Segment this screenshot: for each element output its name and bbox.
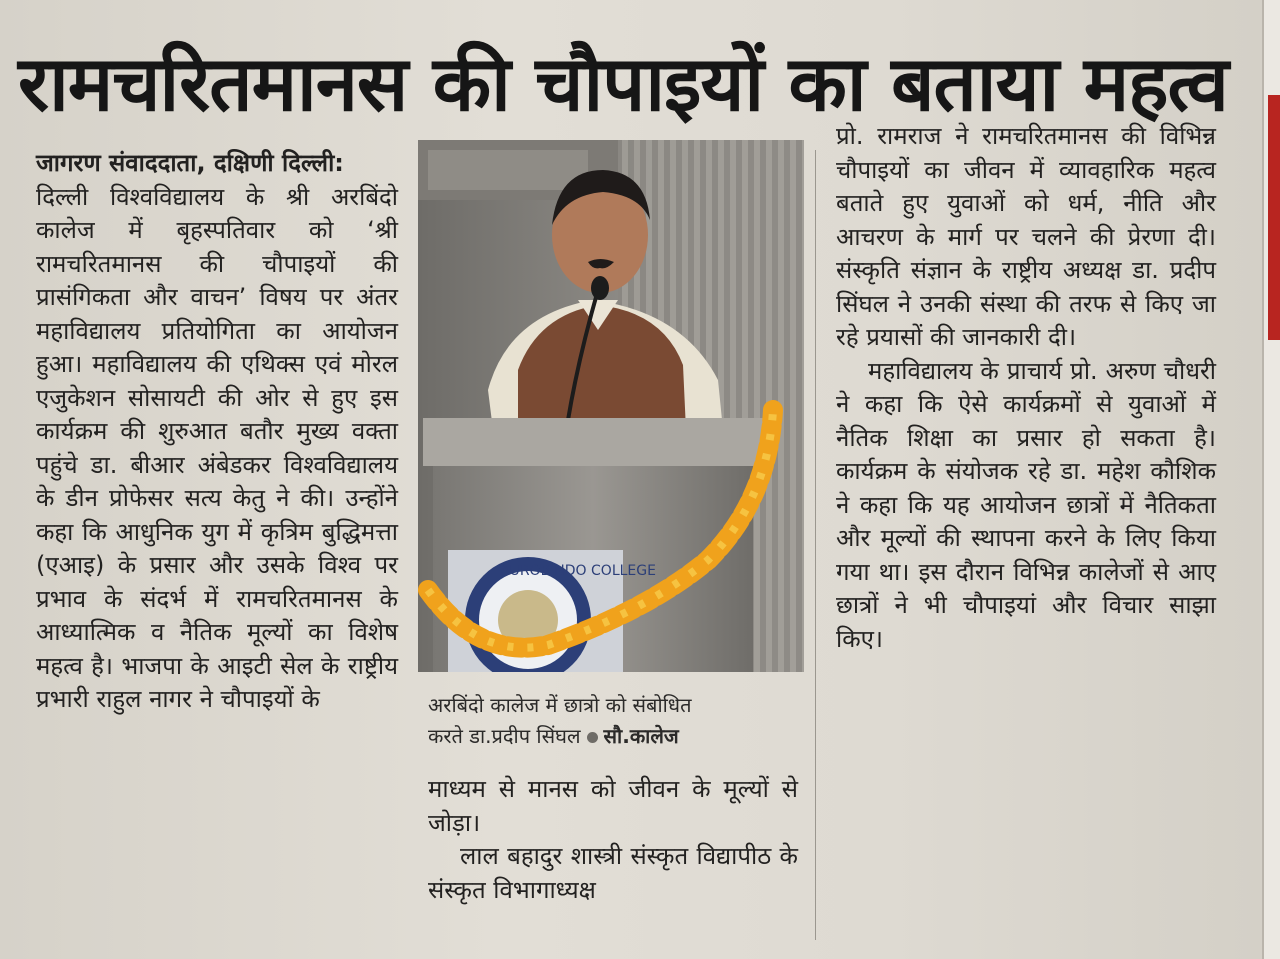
caption-line-1: अरबिंदो कालेज में छात्रो को संबोधित (428, 693, 692, 717)
photo-caption (428, 690, 798, 752)
photo-credit: सौ.कालेज (603, 724, 679, 748)
right-column-paragraph-2: महाविद्यालय के प्राचार्य प्रो. अरुण चौधरी ने कहा कि ऐसे कार्यक्रमों से युवाओं में नैतिक शिक्षा का प्रसार हो सकता है। कार्यक्रम के संयोजक रहे डा. महेश कौशिक ने कहा कि यह आयोजन छात्रों में नैतिकता और मूल्यों की स्थापना करने के लिए किया गया था। इस दौरान विभिन्न कालेजों से आए छात्रों ने भी चौपाइयां और विचार साझा किए। (836, 356, 1216, 653)
middle-column-paragraph-1: माध्यम से मानस को जीवन के मूल्यों से जोड़ा। (428, 775, 798, 837)
column-rule (815, 150, 816, 940)
article-column-left (36, 147, 398, 717)
right-column-paragraph-1: प्रो. रामराज ने रामचरितमानस की विभिन्न चौपाइयों का जीवन में व्यावहारिक महत्व बताते हुए युवाओं को धर्म, नीति और आचरण के मार्ग पर चलने की प्रेरणा दी। संस्कृति संज्ञान के राष्ट्रीय अध्यक्ष डा. प्रदीप सिंघल ने उनकी संस्था की तरफ से किए जा रहे प्रयासों की जानकारी दी। (836, 122, 1216, 351)
left-column-paragraph: दिल्ली विश्वविद्यालय के श्री अरबिंदो कालेज में बृहस्पतिवार को ‘श्री रामचरितमानस की चौपाइयों की प्रासंगिकता और वाचन’ विषय पर अंतर महाविद्यालय प्रतियोगिता का आयोजन हुआ। महाविद्यालय की एथिक्स एवं मोरल एजुकेशन सोसायटी की ओर से हुए इस कार्यक्रम की शुरुआत बतौर मुख्य वक्ता पहुंचे डा. बीआर अंबेडकर विश्वविद्यालय के डीन प्रोफेसर सत्य केतु ने की। उन्होंने कहा कि आधुनिक युग में कृत्रिम बुद्धिमत्ता (एआइ) के प्रसार और उसके विश्व पर प्रभाव के संदर्भ में रामचरितमानस के आध्यात्मिक व नैतिक मूल्यों का विशेष महत्व है। भाजपा के आइटी सेल के राष्ट्रीय प्रभारी राहुल नागर ने चौपाइयों के (36, 182, 398, 713)
article-column-right (836, 120, 1216, 656)
byline: जागरण संवाददाता, दक्षिणी दिल्ली: (36, 149, 344, 177)
adjacent-page-red-strip (1268, 95, 1280, 340)
article-photo (418, 140, 804, 672)
middle-column-paragraph-2: लाल बहादुर शास्त्री संस्कृत विद्यापीठ के संस्कृत विभागाध्यक्ष (428, 842, 798, 904)
caption-bullet-icon (587, 732, 598, 743)
article-headline: रामचरितमानस की चौपाइयों का बताया महत्व (18, 39, 1228, 128)
podium-logo-text: AUROBINDO COLLEGE (500, 563, 656, 579)
caption-line-2: करते डा.प्रदीप सिंघल (428, 724, 581, 748)
article-column-middle (428, 773, 798, 907)
